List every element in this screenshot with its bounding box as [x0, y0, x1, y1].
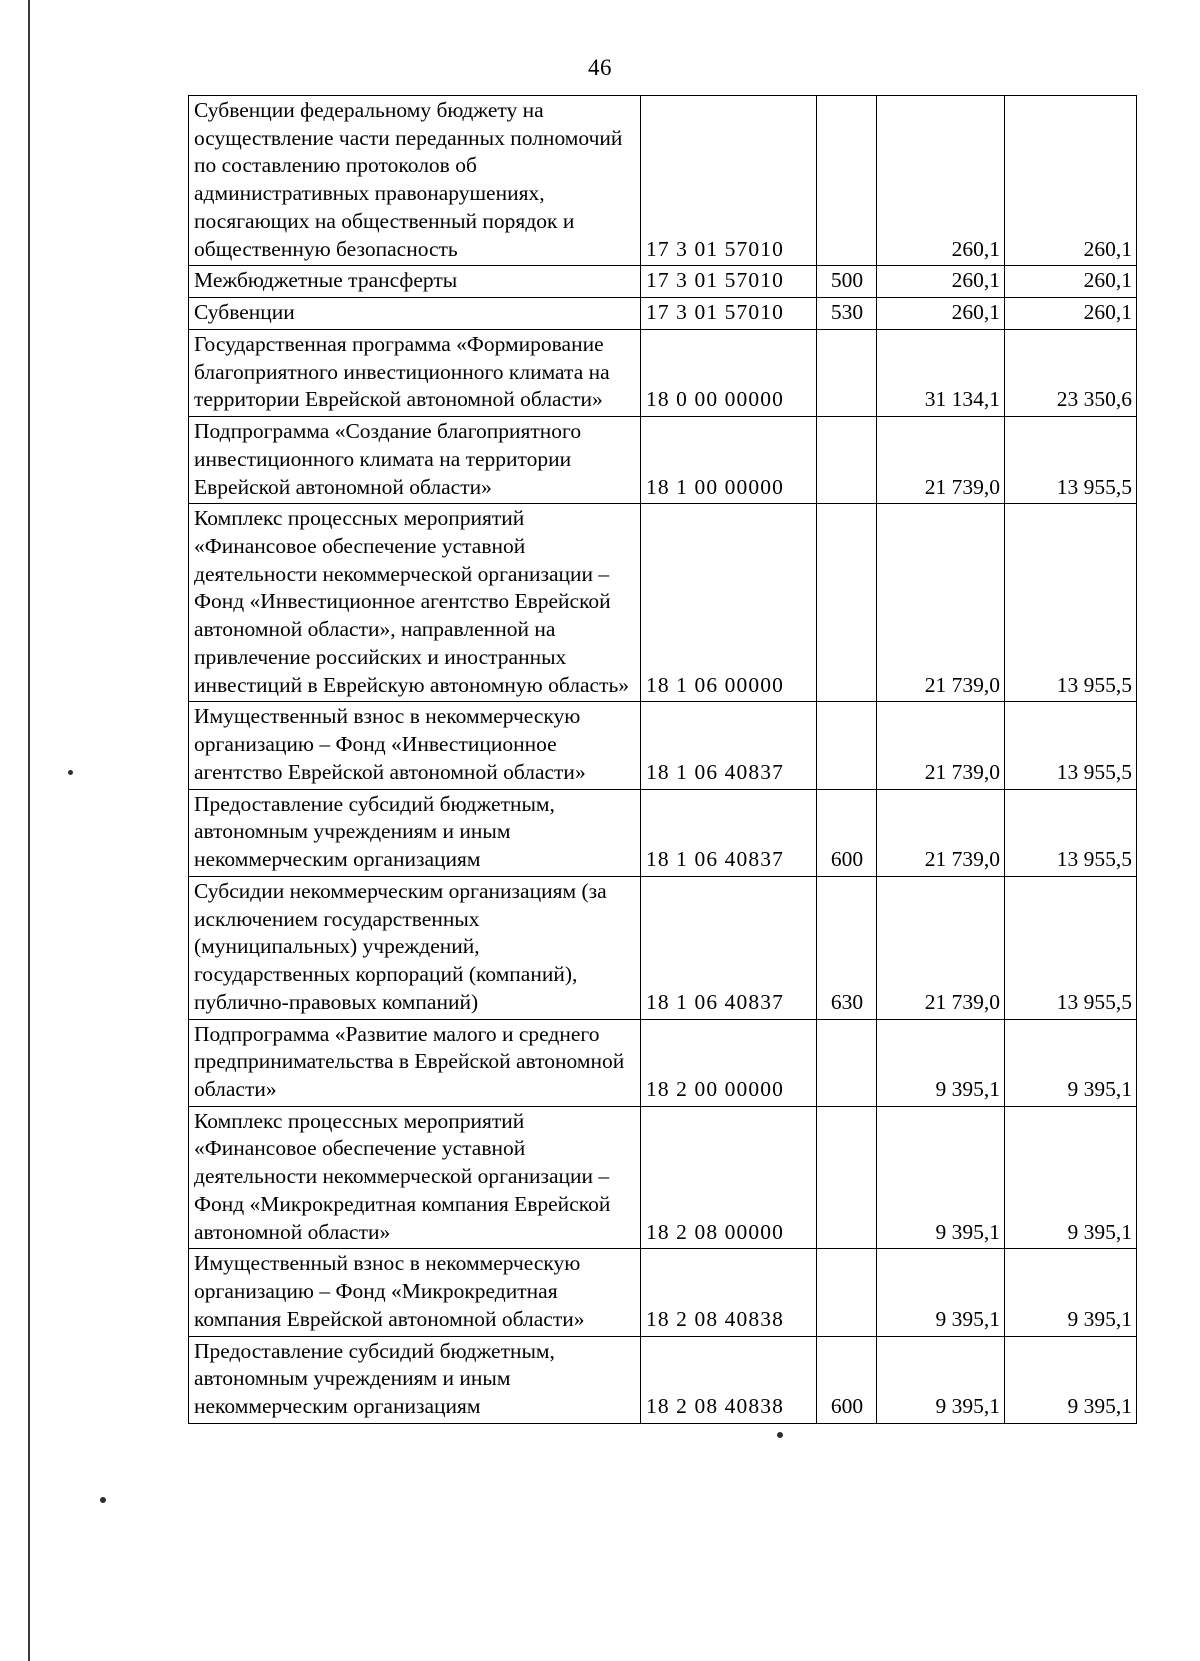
table-row [189, 702, 1137, 789]
row-name: Предоставление субсидий бюджетным, автономным учреждениям и иным некоммерческим организациям [189, 1336, 641, 1423]
budget-table-body [189, 96, 1137, 1424]
row-code: 17 3 01 57010 [641, 96, 817, 266]
row-value-1: 21 739,0 [877, 702, 1005, 789]
row-value-2: 9 395,1 [1005, 1106, 1137, 1249]
row-subcode: 530 [817, 298, 877, 330]
row-code: 18 0 00 00000 [641, 329, 817, 416]
row-subcode [817, 329, 877, 416]
table-row [189, 1106, 1137, 1249]
row-subcode [817, 1019, 877, 1106]
table-row [189, 96, 1137, 266]
row-code: 18 2 08 00000 [641, 1106, 817, 1249]
row-value-2: 13 955,5 [1005, 789, 1137, 876]
page-number: 46 [588, 55, 612, 80]
row-value-1: 21 739,0 [877, 789, 1005, 876]
row-subcode [817, 1106, 877, 1249]
table-row [189, 1019, 1137, 1106]
row-value-1: 9 395,1 [877, 1336, 1005, 1423]
budget-table [188, 95, 1137, 1424]
row-code: 18 1 06 40837 [641, 876, 817, 1019]
row-value-2: 13 955,5 [1005, 702, 1137, 789]
row-subcode [817, 702, 877, 789]
table-row [189, 876, 1137, 1019]
row-name: Подпрограмма «Создание благоприятного инвестиционного климата на территории Еврейской автономной области» [189, 417, 641, 504]
row-value-2: 9 395,1 [1005, 1249, 1137, 1336]
table-row [189, 266, 1137, 298]
row-name: Предоставление субсидий бюджетным, автономным учреждениям и иным некоммерческим организациям [189, 789, 641, 876]
row-code: 18 2 08 40838 [641, 1249, 817, 1336]
table-row [189, 789, 1137, 876]
row-value-2: 23 350,6 [1005, 329, 1137, 416]
row-value-2: 260,1 [1005, 96, 1137, 266]
row-value-1: 21 739,0 [877, 417, 1005, 504]
row-name: Комплекс процессных мероприятий «Финансовое обеспечение уставной деятельности некоммерческой организации – Фонд «Инвестиционное агентство Еврейской автономной области», направленной на привлечение российских и иностранных инвестиций в Еврейскую автономную область» [189, 504, 641, 702]
scan-speck-icon [100, 1497, 106, 1503]
row-name: Имущественный взнос в некоммерческую организацию – Фонд «Микрокредитная компания Еврейской автономной области» [189, 1249, 641, 1336]
row-value-2: 13 955,5 [1005, 504, 1137, 702]
scan-speck-icon [777, 1432, 783, 1438]
row-value-1: 21 739,0 [877, 504, 1005, 702]
row-code: 18 1 06 40837 [641, 789, 817, 876]
row-name: Комплекс процессных мероприятий «Финансовое обеспечение уставной деятельности некоммерческой организации – Фонд «Микрокредитная компания Еврейской автономной области» [189, 1106, 641, 1249]
row-name: Субсидии некоммерческим организациям (за исключением государственных (муниципальных) учреждений, государственных корпораций (компаний), публично-правовых компаний) [189, 876, 641, 1019]
row-code: 17 3 01 57010 [641, 298, 817, 330]
row-code: 18 1 06 00000 [641, 504, 817, 702]
row-code: 18 1 00 00000 [641, 417, 817, 504]
row-name: Субвенции [189, 298, 641, 330]
table-row [189, 298, 1137, 330]
row-value-2: 260,1 [1005, 298, 1137, 330]
row-code: 18 1 06 40837 [641, 702, 817, 789]
row-subcode [817, 417, 877, 504]
table-row [189, 1249, 1137, 1336]
row-value-1: 31 134,1 [877, 329, 1005, 416]
scan-speck-icon [68, 770, 73, 775]
row-value-1: 9 395,1 [877, 1019, 1005, 1106]
row-value-2: 9 395,1 [1005, 1019, 1137, 1106]
row-code: 17 3 01 57010 [641, 266, 817, 298]
row-subcode: 600 [817, 789, 877, 876]
scan-edge-artifact [28, 0, 30, 1661]
row-name: Государственная программа «Формирование благоприятного инвестиционного климата на территории Еврейской автономной области» [189, 329, 641, 416]
row-subcode [817, 96, 877, 266]
table-row [189, 1336, 1137, 1423]
row-value-1: 9 395,1 [877, 1106, 1005, 1249]
row-name: Межбюджетные трансферты [189, 266, 641, 298]
row-code: 18 2 00 00000 [641, 1019, 817, 1106]
row-name: Имущественный взнос в некоммерческую организацию – Фонд «Инвестиционное агентство Еврейской автономной области» [189, 702, 641, 789]
table-row [189, 329, 1137, 416]
row-code: 18 2 08 40838 [641, 1336, 817, 1423]
row-value-1: 260,1 [877, 266, 1005, 298]
row-value-2: 13 955,5 [1005, 417, 1137, 504]
row-name: Подпрограмма «Развитие малого и среднего предпринимательства в Еврейской автономной области» [189, 1019, 641, 1106]
row-value-2: 9 395,1 [1005, 1336, 1137, 1423]
row-value-1: 21 739,0 [877, 876, 1005, 1019]
table-row [189, 417, 1137, 504]
row-value-2: 260,1 [1005, 266, 1137, 298]
row-value-2: 13 955,5 [1005, 876, 1137, 1019]
row-subcode [817, 1249, 877, 1336]
row-subcode: 500 [817, 266, 877, 298]
row-value-1: 9 395,1 [877, 1249, 1005, 1336]
row-subcode: 600 [817, 1336, 877, 1423]
row-name: Субвенции федеральному бюджету на осуществление части переданных полномочий по составлению протоколов об административных правонарушениях, посягающих на общественный порядок и общественную безопасность [189, 96, 641, 266]
row-value-1: 260,1 [877, 96, 1005, 266]
row-value-1: 260,1 [877, 298, 1005, 330]
table-row [189, 504, 1137, 702]
row-subcode: 630 [817, 876, 877, 1019]
row-subcode [817, 504, 877, 702]
